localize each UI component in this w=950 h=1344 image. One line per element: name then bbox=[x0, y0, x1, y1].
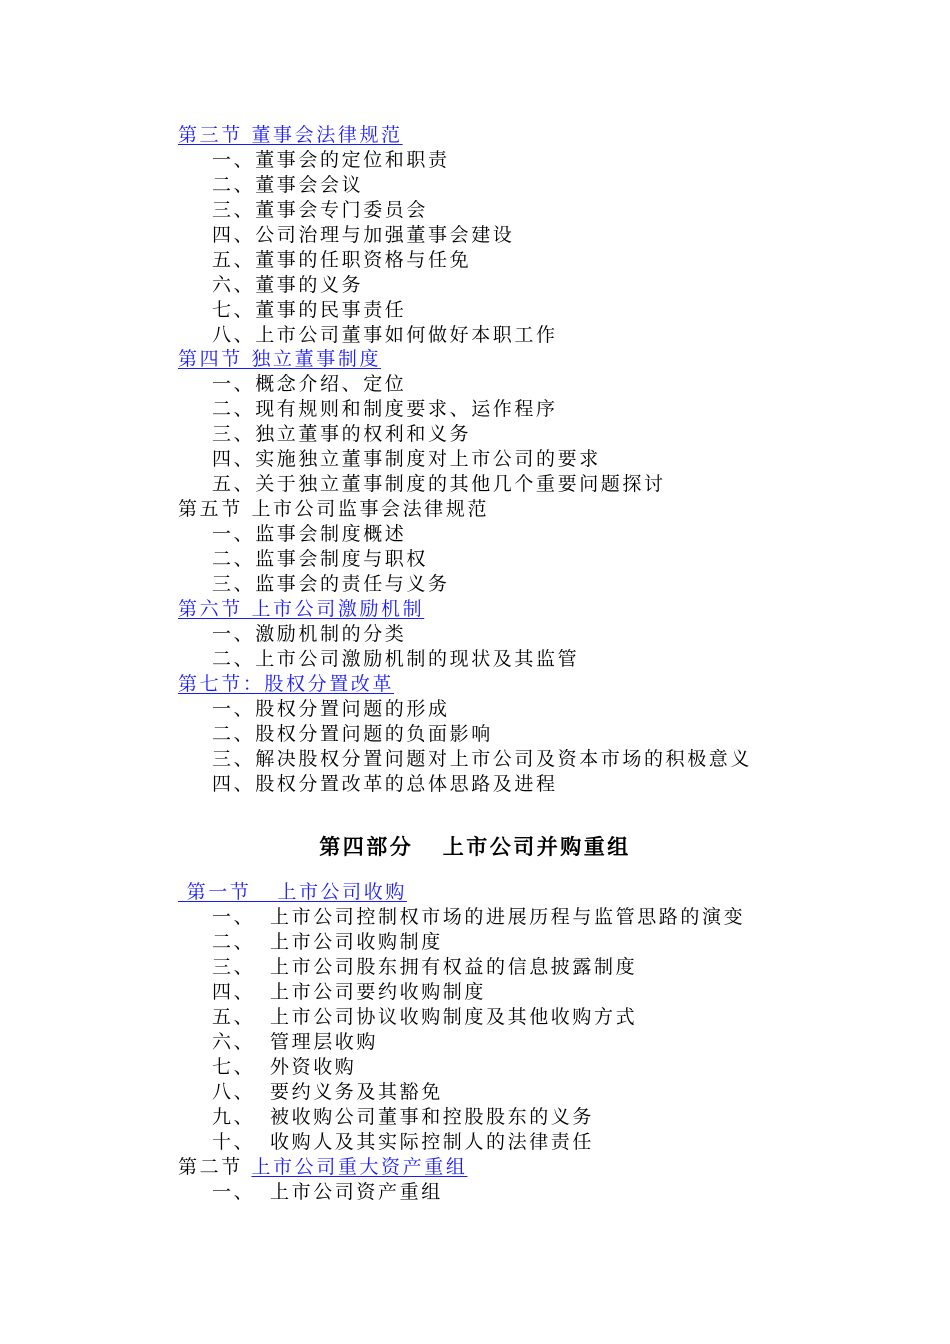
item-text: 上市公司协议收购制度及其他收购方式 bbox=[270, 1006, 638, 1028]
list-item bbox=[212, 1055, 356, 1080]
item-number: 八、 bbox=[212, 1081, 256, 1103]
list-item: 七、董事的民事责任 bbox=[212, 299, 407, 321]
list-item bbox=[212, 930, 443, 955]
list-item: 四、实施独立董事制度对上市公司的要求 bbox=[212, 448, 601, 470]
list-item bbox=[212, 980, 486, 1005]
list-item: 三、解决股权分置问题对上市公司及资本市场的积极意义 bbox=[212, 748, 753, 770]
section-prefix: 第二节 bbox=[178, 1156, 252, 1178]
item-text: 要约义务及其豁免 bbox=[270, 1081, 443, 1103]
list-item: 五、关于独立董事制度的其他几个重要问题探讨 bbox=[212, 473, 666, 495]
list-item: 三、监事会的责任与义务 bbox=[212, 573, 450, 595]
list-item bbox=[212, 1105, 594, 1130]
item-number: 一、 bbox=[212, 906, 256, 928]
item-number: 二、 bbox=[212, 931, 256, 953]
part-4-heading: 第四部分 上市公司并购重组 bbox=[319, 834, 631, 859]
part4-section-2-title bbox=[178, 1155, 467, 1180]
item-text: 外资收购 bbox=[270, 1056, 357, 1078]
item-number: 十、 bbox=[212, 1131, 256, 1153]
list-item bbox=[212, 905, 745, 930]
list-item: 二、董事会会议 bbox=[212, 174, 364, 196]
list-item: 一、监事会制度概述 bbox=[212, 523, 407, 545]
list-item: 二、股权分置问题的负面影响 bbox=[212, 723, 493, 745]
list-item: 一、股权分置问题的形成 bbox=[212, 698, 450, 720]
item-number: 一、 bbox=[212, 1181, 256, 1203]
part4-section-1-title-link[interactable]: 第一节 上市公司收购 bbox=[178, 881, 407, 903]
item-number: 七、 bbox=[212, 1056, 256, 1078]
list-item: 一、激励机制的分类 bbox=[212, 623, 407, 645]
section-4-title-link[interactable]: 第四节 独立董事制度 bbox=[178, 348, 382, 370]
item-text: 上市公司资产重组 bbox=[270, 1181, 443, 1203]
item-text: 管理层收购 bbox=[270, 1031, 379, 1053]
item-text: 上市公司收购制度 bbox=[270, 931, 443, 953]
list-item: 四、公司治理与加强董事会建设 bbox=[212, 224, 515, 246]
list-item: 六、董事的义务 bbox=[212, 274, 364, 296]
list-item: 八、上市公司董事如何做好本职工作 bbox=[212, 324, 558, 346]
section-7-title-link[interactable]: 第七节：股权分置改革 bbox=[178, 673, 395, 695]
item-number: 四、 bbox=[212, 981, 256, 1003]
list-item: 四、股权分置改革的总体思路及进程 bbox=[212, 773, 558, 795]
list-item bbox=[212, 1130, 594, 1155]
list-item bbox=[212, 1005, 637, 1030]
item-text: 上市公司要约收购制度 bbox=[270, 981, 487, 1003]
section-6-title-link[interactable]: 第六节 上市公司激励机制 bbox=[178, 598, 425, 620]
section-5-title: 第五节 上市公司监事会法律规范 bbox=[178, 498, 490, 520]
item-text: 上市公司控制权市场的进展历程与监管思路的演变 bbox=[270, 906, 746, 928]
list-item: 二、监事会制度与职权 bbox=[212, 548, 429, 570]
item-number: 五、 bbox=[212, 1006, 256, 1028]
list-item: 一、概念介绍、定位 bbox=[212, 373, 407, 395]
list-item: 二、上市公司激励机制的现状及其监管 bbox=[212, 648, 580, 670]
list-item: 三、独立董事的权利和义务 bbox=[212, 423, 472, 445]
list-item bbox=[212, 955, 637, 980]
item-text: 被收购公司董事和控股股东的义务 bbox=[270, 1106, 595, 1128]
list-item: 五、董事的任职资格与任免 bbox=[212, 249, 472, 271]
list-item bbox=[212, 1030, 378, 1055]
list-item: 二、现有规则和制度要求、运作程序 bbox=[212, 398, 558, 420]
list-item bbox=[212, 1180, 443, 1205]
item-number: 六、 bbox=[212, 1031, 256, 1053]
item-number: 三、 bbox=[212, 956, 256, 978]
item-text: 上市公司股东拥有权益的信息披露制度 bbox=[270, 956, 638, 978]
section-3-title-link[interactable]: 第三节 董事会法律规范 bbox=[178, 124, 403, 146]
item-number: 九、 bbox=[212, 1106, 256, 1128]
list-item bbox=[212, 1080, 443, 1105]
part4-section-2-link[interactable]: 上市公司重大资产重组 bbox=[251, 1156, 468, 1178]
list-item: 一、董事会的定位和职责 bbox=[212, 149, 450, 171]
item-text: 收购人及其实际控制人的法律责任 bbox=[270, 1131, 595, 1153]
list-item: 三、董事会专门委员会 bbox=[212, 199, 429, 221]
